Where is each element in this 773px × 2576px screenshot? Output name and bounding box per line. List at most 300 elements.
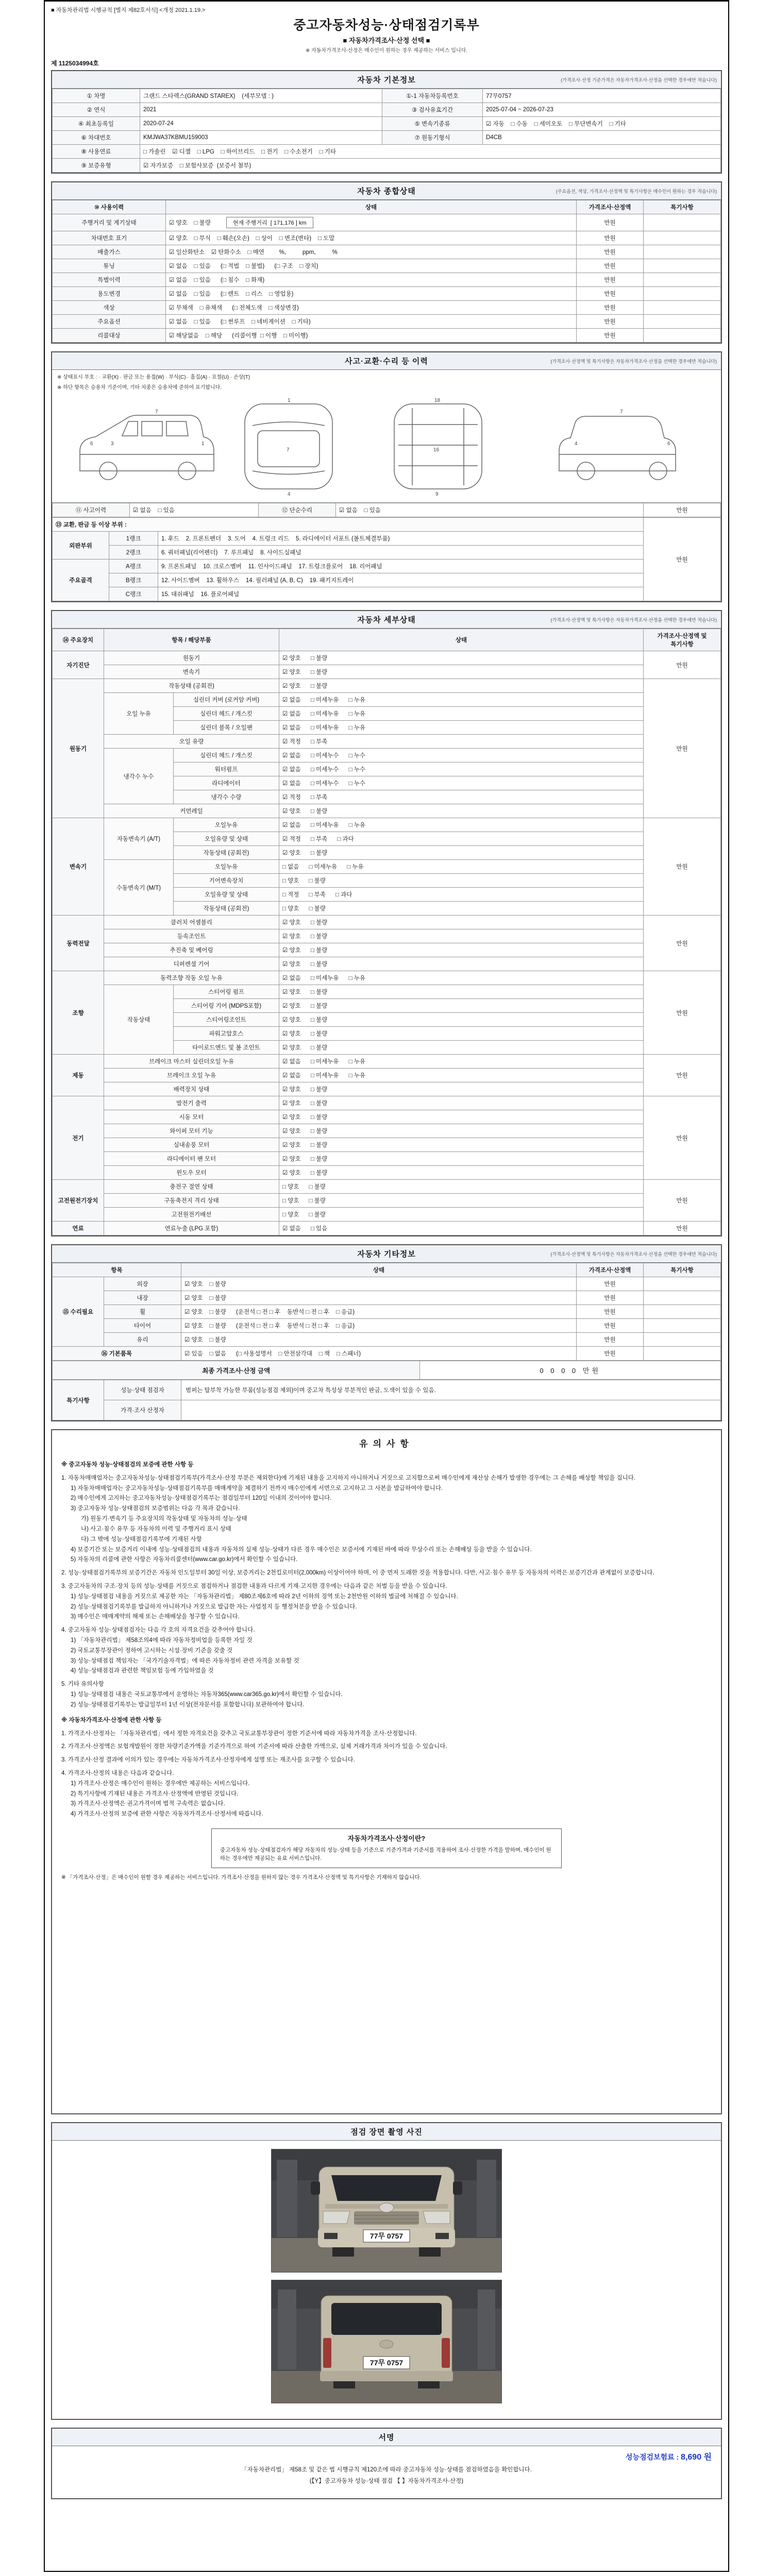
car-name-value: 그랜드 스타렉스(GRAND STAREX) (세부모델 : )	[140, 89, 382, 103]
item-cell: 브레이크 마스터 실린더오일 누유	[104, 1055, 279, 1069]
notice-line: 4. 가격조사·산정의 내용은 다음과 같습니다.	[61, 1770, 174, 1776]
svg-text:6: 6	[667, 441, 670, 447]
section-header	[52, 352, 721, 370]
column-header: ⑩ 사용이력	[53, 200, 166, 214]
item-cell: 작동상태 (공회전)	[104, 679, 279, 693]
part-cell: 실린더 헤드 / 개스킷	[174, 707, 279, 721]
section-overall-condition	[51, 181, 722, 344]
price-cell: 만원	[577, 1291, 644, 1305]
notice-line: 2) 특기사항에 기재된 내용은 가격조사·산정액에 반영된 것입니다.	[71, 1790, 239, 1797]
main-frame-group: 주요골격	[53, 560, 109, 601]
device-group: 고전원전기장치	[53, 1180, 104, 1222]
part-cell: 실린더 헤드 / 개스킷	[174, 749, 279, 762]
state-cell: ☑ 양호 □ 불량	[279, 1082, 644, 1096]
column-header: 항목 / 해당부품	[104, 629, 279, 651]
row-label: 타이어	[104, 1319, 181, 1333]
state-cell: ☑ 없음 □ 미세누유 □ 누유	[279, 1055, 644, 1069]
state-cell: ☑ 없음 □ 미세누유 □ 누유	[279, 1069, 644, 1082]
notice-line: 3) 성능·상태점검 책임자는 「국가기술자격법」에 따른 자동차정비 관련 자격을 보유할 것	[71, 1657, 299, 1664]
state-cell: ☑ 양호 □ 부식 □ 훼손(오손) □ 상이 □ 변조(변타) □ 도말	[166, 231, 577, 245]
price-cell: 만원	[644, 916, 721, 971]
notice-line: 2. 성능·상태점검기록부의 보증기간은 자동차 인도일부터 30일 이상, 보증거리는 2천킬로미터(2,000km) 이상이어야 하며, 이 중 먼저 도래한 것을 적용합니다. 다만, 사고·침수 유무 등 자동차의 이력은 보증기간과 관계없이 보증합니다.	[61, 1570, 654, 1577]
fuel-checkboxes: □ 가솔린 ☑ 디젤 □ LPG □ 하이브리드 □ 전기 □ 수소전기 □ 기타	[140, 145, 721, 159]
state-cell: ☑ 일산화탄소 ☑ 탄화수소 □ 매연 %, ppm, %	[166, 245, 577, 259]
part-cell: 작동상태 (공회전)	[174, 902, 279, 916]
section-title: 서명	[378, 2433, 395, 2442]
inspector-label: 성능·상태 점검자	[104, 1380, 181, 1400]
item-cell: 발전기 출력	[104, 1096, 279, 1110]
part-cell: 오일유량 및 상태	[174, 832, 279, 846]
section-note: (가격조사·산정액 및 특기사항은 자동차가격조사·산정을 선택한 경우에만 적습니다)	[550, 359, 717, 364]
device-group: 제동	[53, 1055, 104, 1096]
svg-text:16: 16	[433, 447, 440, 453]
device-group: 변속기	[53, 818, 104, 916]
field-label: ⑨ 보증유형	[53, 159, 140, 173]
state-cell: ☑ 없음 □ 미세누수 □ 누수	[279, 776, 644, 790]
state-cell: □ 양호 □ 불량	[279, 902, 644, 916]
field-label: ② 연식	[53, 103, 140, 117]
front-license-plate: 77무 0757	[369, 2232, 404, 2240]
price-cell: 만원	[577, 315, 644, 329]
note-cell	[644, 329, 721, 343]
column-header: 상태	[166, 200, 577, 214]
notice-line: 3. 중고자동차의 구조·장치 등의 성능·상태를 거짓으로 점검하거나 점검한 내용과 다르게 기재·고지한 경우에는 다음과 같은 처벌 등을 받을 수 있습니다.	[61, 1583, 447, 1589]
repair-need-group: ⑮ 수리필요	[53, 1277, 104, 1347]
document-page	[44, 0, 729, 2572]
state-cell: ☑ 양호 □ 불량	[279, 1013, 644, 1027]
price-cell: 만원	[644, 1055, 721, 1096]
final-price-unit: 만원	[582, 1367, 601, 1375]
sub-group: 오일 누유	[104, 693, 174, 735]
svg-text:7: 7	[620, 409, 623, 415]
section-inspection-photos	[51, 2122, 722, 2420]
inspection-insurance-fee	[61, 2450, 712, 2462]
item-cell: 구동축전지 격리 상태	[104, 1194, 279, 1208]
appraiser-label: 가격·조사 산정자	[104, 1400, 181, 1420]
accident-label: ⑪ 사고이력	[53, 503, 130, 517]
device-group: 전기	[53, 1096, 104, 1180]
note-cell	[644, 214, 721, 231]
photo-front-frame	[271, 2149, 502, 2273]
state-cell: ☑ 양호 □ 불량	[279, 846, 644, 860]
price-cell: 만원	[577, 231, 644, 245]
item-cell: 고전원전기배선	[104, 1208, 279, 1222]
section-note: (주요옵션, 색상, 가격조사·산정액 및 특기사항은 매수인이 원하는 경우 적습니다)	[556, 189, 717, 194]
part-cell: 스티어링조인트	[174, 1013, 279, 1027]
price-cell: 만원	[577, 259, 644, 273]
row-label: 배출가스	[53, 245, 166, 259]
part-cell: 스티어링 기어 (MDPS포함)	[174, 999, 279, 1013]
notice-line: 4) 보증기간 또는 보증거리 이내에 성능·상태점검의 내용과 자동차의 실제 성능·상태가 다른 경우 매수인은 보증서에 기재된 바에 따라 무상수리 또는 손해배상 등을 받을 수 있습니다.	[71, 1546, 532, 1553]
notice-line: 2) 국토교통부장관이 정하여 고시하는 시설·장비 기준을 갖출 것	[71, 1647, 233, 1654]
inspector-opinion-text: 범퍼는 탈부착 가능한 부품(성능점검 제외)이며 중고차 특성상 부분적인 판금, 도색이 있을 수 있음.	[181, 1380, 721, 1400]
field-label: ① 차명	[53, 89, 140, 103]
notice-line: 1) 성능·상태점검 내용은 국토교통부에서 운영하는 자동차365(www.car365.go.kr)에서 확인할 수 있습니다.	[71, 1691, 343, 1698]
note-cell	[644, 1319, 721, 1333]
part-cell: 파워고압호스	[174, 1027, 279, 1041]
price-cell: 만원	[644, 818, 721, 916]
notice-line: 가) 원동기·변속기 등 주요장치의 작동상태 및 자동차의 성능·상태	[81, 1516, 247, 1522]
state-cell: ☑ 없음 □ 있음 (□ 적법 □ 불법) (□ 구조 □ 장치)	[166, 259, 577, 273]
price-cell: 만원	[577, 1347, 644, 1361]
item-cell: 라디에이터 팬 모터	[104, 1152, 279, 1166]
row-label: 색상	[53, 301, 166, 315]
notice-footnote: ※ 「가격조사·산정」은 매수인이 원할 경우 제공하는 서비스입니다. 가격조사·산정을 원하지 않는 경우 가격조사·산정액 및 특기사항은 기재하지 않습니다.	[61, 1874, 422, 1880]
state-cell: ☑ 없음 □ 있음 (□ 썬루프 □ 네비게이션 □ 기타)	[166, 315, 577, 329]
signature-body	[52, 2446, 721, 2498]
price-cell: 만원	[644, 651, 721, 679]
note-cell	[644, 287, 721, 301]
row-label: 주행거리 및 계기상태	[53, 214, 166, 231]
photos-body	[52, 2141, 721, 2419]
item-cell: 와이퍼 모터 기능	[104, 1124, 279, 1138]
section-header	[52, 182, 721, 200]
inspector-opinion-table	[52, 1380, 721, 1420]
section-header	[52, 71, 721, 89]
device-group: 연료	[53, 1222, 104, 1235]
basic-items-label: ⑯ 기본품목	[53, 1347, 181, 1361]
notice-body	[52, 1450, 721, 1889]
row-label: 내장	[104, 1291, 181, 1305]
state-cell: ☑ 양호 □ 불량	[181, 1291, 577, 1305]
row-label: 튜닝	[53, 259, 166, 273]
note-cell	[644, 301, 721, 315]
rank-parts: 9. 프론트패널 10. 크로스멤버 11. 인사이드패널 17. 트렁크플로어 18. 리어패널	[158, 560, 644, 573]
item-cell: 클러치 어셈블리	[104, 916, 279, 929]
state-cell: ☑ 양호 □ 불량	[279, 1096, 644, 1110]
state-cell: ☑ 양호 □ 불량	[279, 957, 644, 971]
price-cell: 만원	[644, 679, 721, 818]
final-price-value	[420, 1361, 721, 1380]
notice-line: 2. 가격조사·산정액은 보험개발원이 정한 차량기준가액을 기준가격으로 하여 기준서에 따라 산출한 가액으로, 실제 거래가격과 차이가 있을 수 있습니다.	[61, 1743, 447, 1750]
simple-repair-state: ☑ 없음 □ 있음	[336, 503, 644, 517]
overall-condition-table	[52, 200, 721, 343]
column-header: 가격조사·산정액	[577, 200, 644, 214]
state-cell: ☑ 양호 □ 불량	[181, 1333, 577, 1347]
item-cell: 변속기	[104, 665, 279, 679]
item-cell: 충전구 절연 상태	[104, 1180, 279, 1194]
price-appraisal-box-title: 자동차가격조사·산정이란?	[347, 1835, 426, 1842]
final-price-amount: 0 0 0 0	[540, 1367, 579, 1375]
price-cell: 만원	[577, 245, 644, 259]
notice-line: 4) 가격조사·산정의 보증에 관한 사항은 자동차가격조사·산정서에 따릅니다.	[71, 1811, 263, 1818]
item-cell: 동력조향 작동 오일 누유	[104, 971, 279, 985]
notice-line: 1) 성능·상태점검 내용을 거짓으로 제공한 자는 「자동차관리법」 제80조제6호에 따라 2년 이하의 징역 또는 2천만원 이하의 벌금에 처해질 수 있습니다.	[71, 1593, 458, 1600]
field-label: ⑤ 변속기종류	[382, 117, 483, 131]
rank-parts: 15. 대쉬패널 16. 플로어패널	[158, 587, 644, 601]
part-cell: 오일누유	[174, 860, 279, 874]
appraiser-opinion-text	[181, 1400, 721, 1420]
state-cell: □ 양호 □ 불량	[279, 1194, 644, 1208]
section-notice	[51, 1429, 722, 2114]
device-group: 원동기	[53, 679, 104, 818]
page-title: 중고자동차성능·상태점검기록부	[293, 18, 480, 32]
state-cell: □ 양호 □ 불량	[279, 1208, 644, 1222]
notice-line: 2) 성능·상태점검기록부는 발급일부터 1년 이상(전자문서를 포함합니다) 보관하여야 합니다.	[71, 1701, 305, 1708]
state-cell: ☑ 없음 □ 미세누유 □ 누유	[279, 721, 644, 735]
detail-condition-table	[52, 629, 721, 1235]
state-cell: ☑ 적정 □ 부족	[279, 735, 644, 749]
etc-info-table	[52, 1263, 721, 1361]
vin-value: KMJWA37KBMU159003	[140, 131, 382, 145]
row-label: 특별이력	[53, 273, 166, 287]
price-cell: 만원	[577, 287, 644, 301]
part-cell: 라디에이터	[174, 776, 279, 790]
state-cell: ☑ 양호 □ 불량	[279, 1110, 644, 1124]
item-cell: 실내송풍 모터	[104, 1138, 279, 1152]
part-cell: 작동상태 (공회전)	[174, 846, 279, 860]
note-cell	[644, 1277, 721, 1291]
svg-text:4: 4	[575, 441, 578, 447]
state-cell: ☑ 양호 □ 불량	[279, 985, 644, 999]
note-cell	[644, 1347, 721, 1361]
state-cell: ☑ 양호 □ 불량	[279, 943, 644, 957]
price-cell: 만원	[577, 1277, 644, 1291]
panel-rank-table	[52, 517, 721, 601]
item-cell: 커먼레일	[104, 804, 279, 818]
opinion-group-label: 특기사항	[53, 1380, 104, 1420]
row-label: 외장	[104, 1277, 181, 1291]
inspection-period-value: 2025-07-04 ~ 2026-07-23	[483, 103, 721, 117]
notice-line: ※ 자동차가격조사·산정에 관한 사항 등	[61, 1717, 162, 1723]
notice-line: 4. 중고자동차 성능·상태점검자는 다음 각 호의 자격요건을 갖추어야 합니다.	[61, 1627, 255, 1634]
page-subtitle: ■ 자동차가격조사·산정 선택 ■	[343, 37, 430, 44]
notice-line: 3) 가격조사·산정액은 권고가격이며 법적 구속력은 없습니다.	[71, 1801, 225, 1807]
note-cell	[644, 1305, 721, 1319]
notice-line: 1. 자동차매매업자는 중고자동차성능·상태점검기록부(가격조사·산정 부분은 제외한다)에 기재된 내용을 고지하지 아니하거나 거짓으로 고지함으로써 매수인에게 재산상 손해가 발생한 경우에는 그 손해를 배상할 책임을 집니다.	[61, 1475, 636, 1481]
section-header	[52, 1245, 721, 1263]
field-label: ⑥ 차대번호	[53, 131, 140, 145]
section-etc-info	[51, 1244, 722, 1421]
part-cell: 기어변속장치	[174, 874, 279, 888]
state-code-legend-2: ※ 하단 항목은 승용차 기준이며, 기타 차종은 승용차에 준하여 표기합니다.	[57, 385, 222, 391]
transmission-checkboxes: ☑ 자동 □ 수동 □ 세미오토 □ 무단변속기 □ 기타	[483, 117, 721, 131]
state-cell: ☑ 양호 □ 불량 (운전석 □ 전 □ 후 동반석 □ 전 □ 후 □ 응급)	[181, 1319, 577, 1333]
vehicle-rear-photo	[272, 2280, 501, 2403]
state-cell: ☑ 양호 □ 불량	[279, 679, 644, 693]
section-signature	[51, 2428, 722, 2499]
svg-text:7: 7	[287, 447, 290, 453]
state-cell: ☑ 없음 □ 미세누수 □ 누수	[279, 762, 644, 776]
section-title: 자동차 기타정보	[357, 1250, 416, 1259]
notice-line: 2) 성능·상태점검기록부를 발급하지 아니하거나 거짓으로 발급한 자는 사업정지 등 행정처분을 받을 수 있습니다.	[71, 1603, 357, 1610]
notice-line: 1) 「자동차관리법」 제58조의4에 따라 자동차정비업을 등록한 자일 것	[71, 1637, 253, 1643]
note-cell	[644, 259, 721, 273]
page-subnote: ※ 자동차가격조사·산정은 매수인이 원하는 경우 제공하는 서비스 입니다.	[305, 48, 468, 54]
state-cell: ☑ 양호 □ 불량	[279, 1124, 644, 1138]
state-cell: ☑ 양호 □ 불량	[181, 1277, 577, 1291]
state-cell: □ 양호 □ 불량	[279, 1180, 644, 1194]
vehicle-front-photo	[272, 2149, 501, 2272]
item-cell: 브레이크 오일 누유	[104, 1069, 279, 1082]
sub-group: 냉각수 누수	[104, 749, 174, 804]
state-cell: ☑ 없음 □ 미세누유 □ 누유	[279, 693, 644, 707]
item-cell: 추진축 및 베어링	[104, 943, 279, 957]
basic-items-state: ☑ 있음 □ 없음 (□ 사용설명서 □ 안전삼각대 □ 잭 □ 스패너)	[181, 1347, 577, 1361]
state-cell: ☑ 양호 □ 불량	[279, 929, 644, 943]
state-cell: ☑ 양호 □ 불량	[279, 1152, 644, 1166]
notice-line: 3. 가격조사·산정 결과에 이의가 있는 경우에는 자동차가격조사·산정자에게 설명 또는 재조사를 요구할 수 있습니다.	[61, 1757, 355, 1764]
field-label: ⑧ 사용연료	[53, 145, 140, 159]
device-group: 동력전달	[53, 916, 104, 971]
state-cell: ☑ 양호 □ 불량 (운전석 □ 전 □ 후 동반석 □ 전 □ 후 □ 응급)	[181, 1305, 577, 1319]
rank-label: 2랭크	[109, 546, 158, 560]
sub-group: 작동상태	[104, 985, 174, 1055]
notice-line: 2) 매수인에게 고지하는 중고자동차성능·상태점검기록부는 점검일부터 120일 이내의 것이어야 합니다.	[71, 1495, 332, 1502]
signature-options: (【Y】중고자동차 성능·상태 점검 【 】자동차가격조사·산정)	[309, 2478, 464, 2484]
section-note: (가격조사·산정액 및 특기사항은 자동차가격조사·산정을 선택한 경우에만 적습니다)	[550, 617, 717, 622]
state-cell: ☑ 없음 □ 있음 (□ 렌트 □ 리스 □ 영업용)	[166, 287, 577, 301]
section-header	[52, 611, 721, 629]
notice-title: 유의사항	[359, 1439, 414, 1449]
state-cell: ☑ 양호 □ 불량	[279, 651, 644, 665]
first-registration-value: 2020-07-24	[140, 117, 382, 131]
current-mileage-box: 현재 주행거리 [ 171,176 ] km	[226, 217, 313, 228]
notice-line: 5. 기타 유의사항	[61, 1681, 104, 1688]
notice-line: 3) 중고자동차 성능·상태점검의 보증범위는 다음 각 목과 같습니다.	[71, 1505, 240, 1512]
svg-text:1: 1	[201, 441, 205, 447]
item-cell: 디퍼렌셜 기어	[104, 957, 279, 971]
section-detail-condition	[51, 610, 722, 1236]
note-cell	[644, 245, 721, 259]
state-cell: ☑ 없음 □ 있음 (□ 침수 □ 화재)	[166, 273, 577, 287]
svg-text:7: 7	[155, 409, 158, 415]
note-cell	[644, 1333, 721, 1347]
state-cell: ☑ 없음 □ 미세누유 □ 누유	[279, 971, 644, 985]
state-cell: ☑ 양호 □ 불량	[279, 804, 644, 818]
column-header: 특기사항	[644, 1263, 721, 1277]
state-cell: ☑ 양호 □ 불량	[279, 1166, 644, 1180]
state-cell: ☑ 양호 □ 불량	[279, 1138, 644, 1152]
state-cell: ☑ 없음 □ 있음	[279, 1222, 644, 1235]
part-cell: 냉각수 수량	[174, 790, 279, 804]
field-label: ③ 검사유효기간	[382, 103, 483, 117]
part-cell: 워터펌프	[174, 762, 279, 776]
rear-license-plate: 77무 0757	[369, 2359, 404, 2367]
state-cell: ☑ 적정 □ 부족 □ 과다	[279, 832, 644, 846]
notice-line: 3) 매수인은 매매계약의 해제 또는 손해배상을 청구할 수 있습니다.	[71, 1614, 240, 1620]
device-group: 자기진단	[53, 651, 104, 679]
item-cell: 시동 모터	[104, 1110, 279, 1124]
state-cell: ☑ 무채색 □ 유채색 (□ 전체도색 □ 색상변경)	[166, 301, 577, 315]
state-cell: ☑ 없음 □ 미세누유 □ 누유	[279, 818, 644, 832]
price-cell: 만원	[644, 518, 721, 601]
notice-line: 1) 자동차매매업자는 중고자동차성능·상태점검기록부를 매매계약을 체결하기 전까지 매수인에게 서면으로 고지하고 그 사본을 발급하여야 합니다.	[71, 1485, 443, 1492]
state-cell	[166, 214, 577, 231]
price-cell: 만원	[644, 1222, 721, 1235]
row-label: 차대번호 표기	[53, 231, 166, 245]
exchange-label: ⑬ 교환, 판금 등 이상 부위 :	[53, 518, 644, 532]
section-title: 자동차 기본정보	[357, 76, 416, 84]
notice-line: 4) 성능·상태점검과 관련한 책임보험 등에 가입하였을 것	[71, 1668, 214, 1674]
state-cell: ☑ 양호 □ 불량	[279, 1041, 644, 1055]
price-cell: 만원	[577, 301, 644, 315]
section-basic-info	[51, 70, 722, 174]
part-cell: 오일유량 및 상태	[174, 888, 279, 902]
price-cell: 만원	[577, 273, 644, 287]
note-cell	[644, 1291, 721, 1305]
part-cell: 오일누유	[174, 818, 279, 832]
row-label: 주요옵션	[53, 315, 166, 329]
sub-group: 수동변속기 (M/T)	[104, 860, 174, 916]
row-label: 유리	[104, 1333, 181, 1347]
section-title: 사고·교환·수리 등 이력	[345, 357, 428, 366]
svg-text:3: 3	[111, 441, 114, 447]
state-code-legend: ※ 상태표시 부호 : · 교환(X) · 판금 또는 용접(W) · 부식(C) · 흠집(A) · 요철(U) · 손상(T)	[57, 375, 250, 380]
section-accident-history	[51, 351, 722, 602]
price-appraisal-definition-box	[211, 1828, 562, 1868]
section-note: (가격조사·산정액 및 특기사항은 자동차가격조사·산정을 선택한 경우에만 적습니다)	[550, 1251, 717, 1257]
model-year-value: 2021	[140, 103, 382, 117]
signature-statement: 「자동차관리법」 제58조 및 같은 법 시행규칙 제120조에 따라 중고자동차 성능·상태를 점검하였음을 확인합니다.	[241, 2467, 532, 2473]
state-cell: □ 적정 □ 부족 □ 과다	[279, 888, 644, 902]
price-cell: 만원	[644, 1096, 721, 1180]
item-cell: 윈도우 모터	[104, 1166, 279, 1180]
car-outline-diagrams	[59, 394, 714, 497]
part-cell: 실린더 커버 (로커암 커버)	[174, 693, 279, 707]
svg-text:4: 4	[288, 492, 291, 497]
rank-parts: 6. 쿼터패널(리어펜더) 7. 루프패널 8. 사이드실패널	[158, 546, 644, 560]
note-cell	[644, 273, 721, 287]
column-header: 가격조사·산정액	[577, 1263, 644, 1277]
notice-line: 나) 사고·침수 유무 등 자동차의 이력 및 주행거리 표시 상태	[81, 1526, 231, 1532]
column-header: 항목	[53, 1263, 181, 1277]
section-title: 자동차 세부상태	[357, 616, 416, 624]
document-number: 제 1125034994호	[51, 60, 99, 67]
item-cell: 배력장치 상태	[104, 1082, 279, 1096]
part-cell: 실린더 블록 / 오일팬	[174, 721, 279, 735]
state-cell: □ 없음 □ 미세누유 □ 누유	[279, 860, 644, 874]
simple-repair-label: ⑫ 단순수리	[259, 503, 336, 517]
row-label: 용도변경	[53, 287, 166, 301]
item-cell: 연료누출 (LPG 포함)	[104, 1222, 279, 1235]
svg-text:9: 9	[435, 492, 439, 497]
form-reference: ■ 자동차관리법 시행규칙 [별지 제82호서식] <개정 2021.1.19.>	[51, 7, 206, 13]
part-cell: 스티어링 펌프	[174, 985, 279, 999]
column-header: 상태	[181, 1263, 577, 1277]
state-cell: ☑ 없음 □ 미세누유 □ 누유	[279, 707, 644, 721]
rank-label: B랭크	[109, 573, 158, 587]
notice-line: 1) 가격조사·산정은 매수인이 원하는 경우에만 제공하는 서비스입니다.	[71, 1780, 250, 1787]
price-cell: 만원	[644, 503, 721, 517]
rank-label: 1랭크	[109, 532, 158, 546]
device-group: 조향	[53, 971, 104, 1055]
state-cell: ☑ 해당없음 □ 해당 (리콜이행 □ 이행 □ 미이행)	[166, 329, 577, 343]
price-cell: 만원	[577, 329, 644, 343]
notice-line: 다) 그 밖에 성능·상태점검기록부에 기재된 사항	[81, 1536, 202, 1543]
mileage-gauge-state: ☑ 양호 □ 불량	[169, 220, 211, 226]
state-cell: □ 양호 □ 불량	[279, 874, 644, 888]
section-header	[52, 2429, 721, 2446]
car-diagram-area	[52, 391, 721, 503]
note-cell	[644, 231, 721, 245]
svg-text:6: 6	[90, 441, 93, 447]
price-cell: 만원	[644, 971, 721, 1055]
price-appraisal-box-text: 중고자동차 성능·상태점검자가 해당 자동차의 성능·상태 등을 기준으로 기준가격과 기준서를 적용하여 조사·산정한 가격을 말하며, 매수인이 원하는 경우에만 제공되는 유료 서비스입니다.	[220, 1847, 551, 1861]
column-header: 가격조사·산정액 및 특기사항	[644, 629, 721, 651]
warranty-checkboxes: ☑ 자가보증 □ 보험사보증 (보증서 첨부)	[140, 159, 721, 173]
notice-line: ※ 중고자동차 성능·상태점검의 보증에 관한 사항 등	[61, 1462, 194, 1468]
field-label: ④ 최초등록일	[53, 117, 140, 131]
column-header: 특기사항	[644, 200, 721, 214]
rank-parts: 12. 사이드멤버 13. 휠하우스 14. 필러패널 (A, B, C) 19. 패키지트레이	[158, 573, 644, 587]
field-label: ①-1 자동차등록번호	[382, 89, 483, 103]
sub-group: 자동변속기 (A/T)	[104, 818, 174, 860]
column-header: 상태	[279, 629, 644, 651]
section-header	[52, 2123, 721, 2141]
rank-parts: 1. 후드 2. 프론트펜더 3. 도어 4. 트렁크 리드 5. 라디에이터 서포트 (볼트체결부품)	[158, 532, 644, 546]
final-price-label: 최종 가격조사·산정 금액	[53, 1361, 420, 1380]
